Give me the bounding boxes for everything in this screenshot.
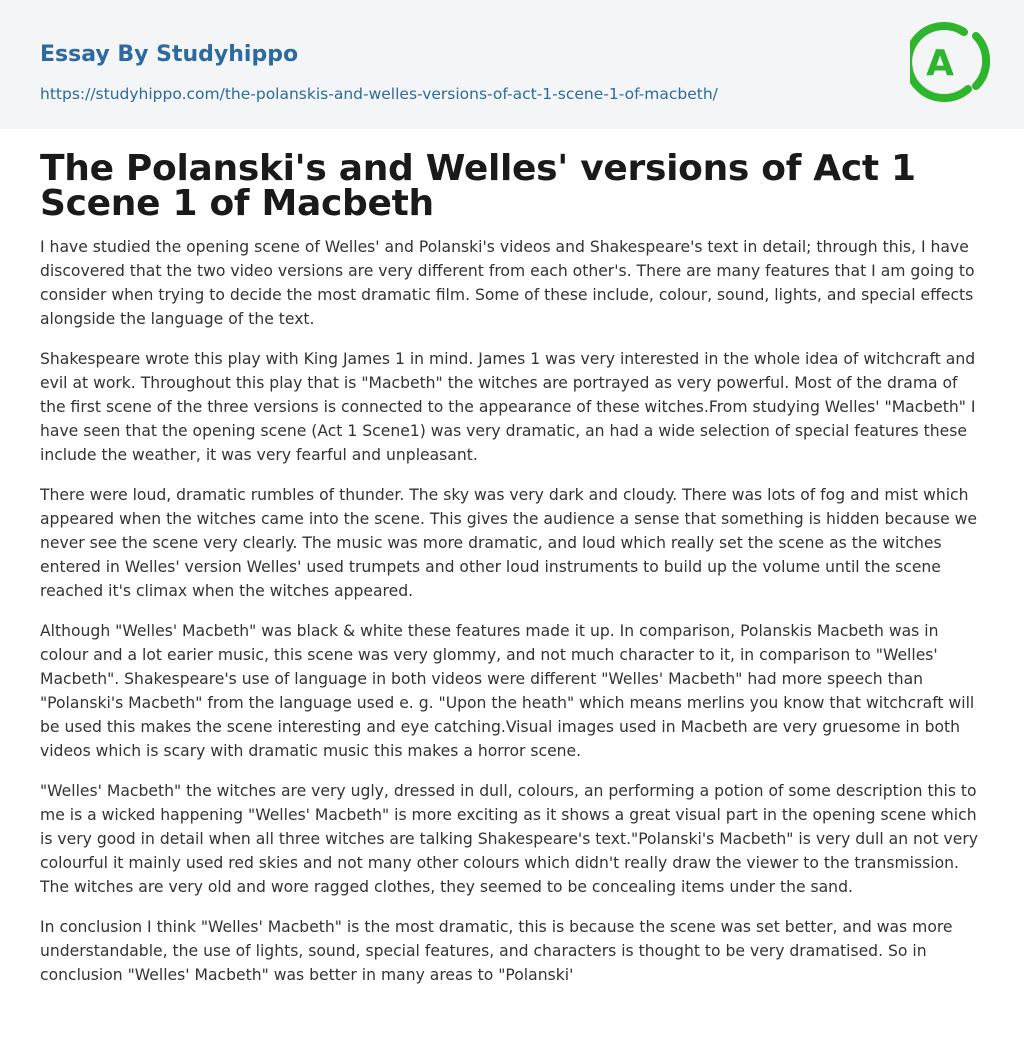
paragraph: In conclusion I think "Welles' Macbeth" is the most dramatic, this is because the scene was set better, and was more understandable, the use of lights, sound, special features, and characters is thought to be very dramatised. So in conclusion "Welles' Macbeth" was better in many areas to "Polanski' — [40, 918, 953, 984]
brand-title[interactable]: Essay By Studyhippo — [40, 42, 299, 67]
site-header — [0, 0, 1024, 129]
page-title: The Polanski's and Welles' versions of Act 1 Scene 1 of Macbeth — [40, 148, 916, 224]
article — [0, 148, 1024, 987]
paragraph: Shakespeare wrote this play with King James 1 in mind. James 1 was very interested in the whole idea of witchcraft and evil at work. Throughout this play that is "Macbeth" the witches are portrayed as very powerful. Most of the drama of the first scene of the three versions is connected to the appearance of these witches.From studying Welles' "Macbeth" I have seen that the opening scene (Act 1 Scene1) was very dramatic, an had a wide selection of special features these include the weather, it was very fearful and unpleasant. — [40, 350, 976, 464]
paragraph: "Welles' Macbeth" the witches are very ugly, dressed in dull, colours, an performing a potion of some description this to me is a wicked happening "Welles' Macbeth" is more exciting as it shows a great visual part in the opening scene which is very good in detail when all three witches are talking Shakespeare's text."Polanski's Macbeth" is very dull an not very colourful it mainly used red skies and not many other colours which didn't really draw the viewer to the transmission. The witches are very old and wore ragged clothes, they seemed to be concealing items under the sand. — [40, 782, 979, 896]
paragraph: There were loud, dramatic rumbles of thunder. The sky was very dark and cloudy. There was lots of fog and mist which appeared when the witches came into the scene. This gives the audience a sense that something is hidden because we never see the scene very clearly. The music was more dramatic, and loud which really set the scene as the witches entered in Welles' version Welles' used trumpets and other loud instruments to build up the volume until the scene reached it's climax when the witches appeared. — [40, 486, 977, 600]
studyhippo-logo-icon[interactable] — [910, 16, 990, 106]
source-url-link[interactable]: https://studyhippo.com/the-polanskis-and-welles-versions-of-act-1-scene-1-of-macbeth/ — [40, 85, 718, 103]
logo-letter: A — [926, 43, 954, 84]
paragraph: I have studied the opening scene of Welles' and Polanski's videos and Shakespeare's text in detail; through this, I have discovered that the two video versions are very different from each other's. There are many features that I am going to consider when trying to decide the most dramatic film. Some of these include, colour, sound, lights, and special effects alongside the language of the text. — [40, 238, 975, 328]
paragraph: Although "Welles' Macbeth" was black & white these features made it up. In comparison, Polanskis Macbeth was in colour and a lot earier music, this scene was very glommy, and not much character to it, in comparison to "Welles' Macbeth". Shakespeare's use of language in both videos were different "Welles' Macbeth" had more speech than "Polanski's Macbeth" from the language used e. g. "Upon the heath" which means merlins you know that witchcraft will be used this makes the scene interesting and eye catching.Visual images used in Macbeth are very gruesome in both videos which is scary with dramatic music this makes a horror scene. — [40, 622, 975, 760]
